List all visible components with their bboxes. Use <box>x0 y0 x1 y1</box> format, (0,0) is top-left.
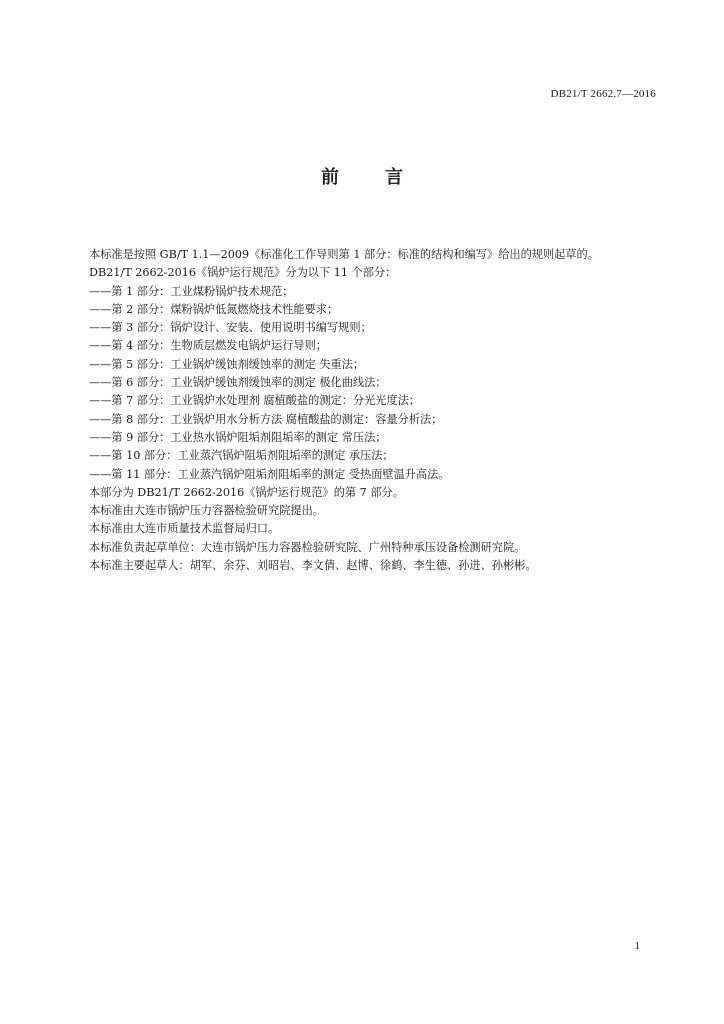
list-item: ——第 10 部分：工业蒸汽锅炉阻垢剂阻垢率的测定 承压法； <box>89 449 394 463</box>
body-line: 本标准主要起草人：胡军、余芬、刘昭岩、李文倩、赵博、徐鹤、李生德、孙进、孙彬彬。 <box>89 559 537 573</box>
title-char-2: 言 <box>385 167 403 188</box>
page-title <box>0 163 724 189</box>
list-item: ——第 8 部分：工业锅炉用水分析方法 腐植酸盐的测定：容量分析法； <box>89 412 443 426</box>
list-item: ——第 6 部分：工业锅炉缓蚀剂缓蚀率的测定 极化曲线法； <box>89 376 387 390</box>
list-item: ——第 3 部分：锅炉设计、安装、使用说明书编写规则； <box>89 321 372 335</box>
title-char-1: 前 <box>321 167 339 188</box>
list-item: ——第 5 部分：工业锅炉缓蚀剂缓蚀率的测定 失重法； <box>89 357 365 371</box>
foreword-body <box>89 246 669 575</box>
list-item: ——第 2 部分：煤粉锅炉低氮燃烧技术性能要求； <box>89 302 339 316</box>
body-line: 本标准负责起草单位：大连市锅炉压力容器检验研究院、广州特种承压设备检测研究院。 <box>89 540 526 554</box>
list-item: ——第 7 部分：工业锅炉水处理剂 腐植酸盐的测定：分光光度法； <box>89 394 421 408</box>
body-line: DB21/T 2662-2016《锅炉运行规范》分为以下 11 个部分： <box>89 266 397 280</box>
body-line: 本标准由大连市质量技术监督局归口。 <box>89 522 280 536</box>
body-line: 本标准是按照 GB/T 1.1—2009《标准化工作导则第 1 部分：标准的结构和编写》给出的规则起草的。 <box>89 248 599 261</box>
standard-code: DB21/T 2662.7—2016 <box>550 88 656 100</box>
body-line: 本标准由大连市锅炉压力容器检验研究院提出。 <box>89 504 324 518</box>
list-item: ——第 9 部分：工业热水锅炉阻垢剂阻垢率的测定 常压法； <box>89 430 387 444</box>
list-item: ——第 4 部分：生物质层燃发电锅炉运行导则； <box>89 339 327 353</box>
body-line: 本部分为 DB21/T 2662-2016《锅炉运行规范》的第 7 部分。 <box>89 485 404 499</box>
list-item: ——第 11 部分：工业蒸汽锅炉阻垢剂阻垢率的测定 受热面壁温升高法。 <box>89 467 450 481</box>
list-item: ——第 1 部分：工业煤粉锅炉技术规范； <box>89 284 294 298</box>
page-number: 1 <box>634 940 640 952</box>
